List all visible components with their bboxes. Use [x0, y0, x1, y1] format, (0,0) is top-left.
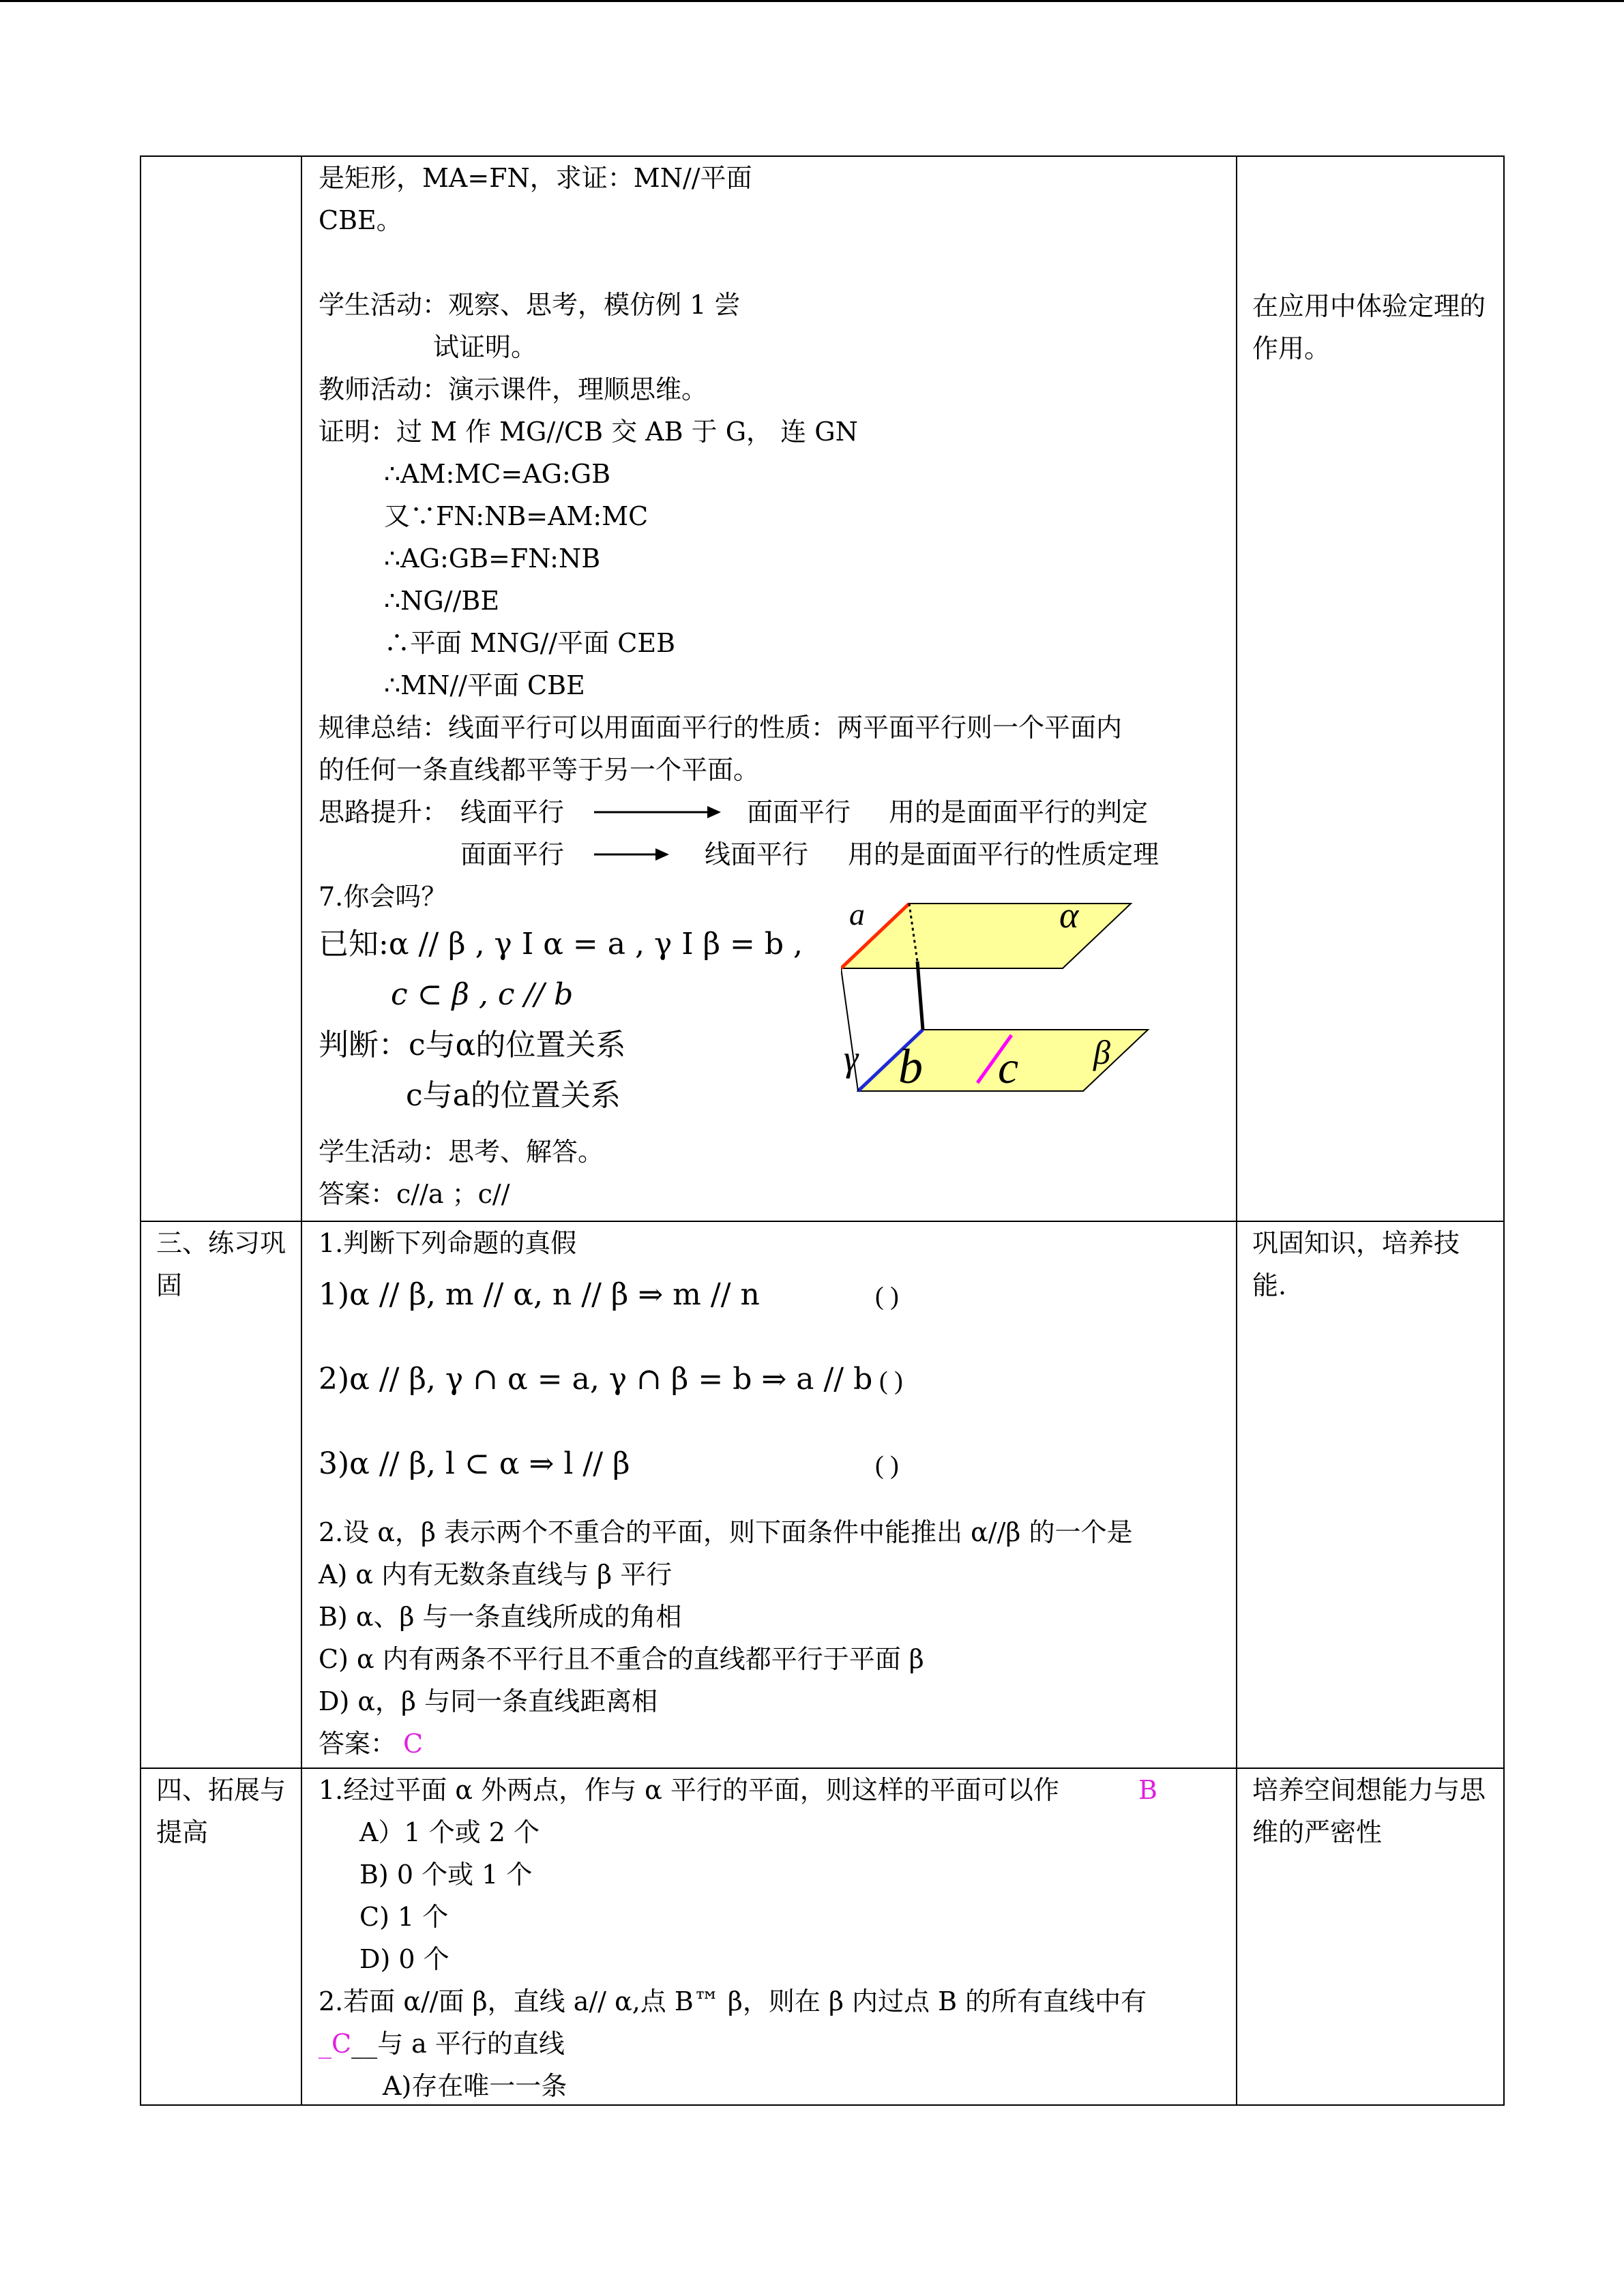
planes-figure [841, 900, 1168, 1132]
stage-label: 四、拓展与提高 [156, 1775, 286, 1847]
question-2: 2.设 α，β 表示两个不重合的平面，则下面条件中能推出 α//β 的一个是 [319, 1517, 1133, 1547]
option-c: C) α 内有两条不平行且不重合的直线都平行于平面 β [319, 1644, 924, 1674]
text-line: 规律总结：线面平行可以用面面平行的性质：两平面平行则一个平面内 [319, 713, 1123, 743]
text-line: ∴MN//平面 CBE [384, 670, 585, 700]
q7-given-2: c ⊂ β , c // b [391, 977, 574, 1012]
table-row-extension [141, 1768, 1504, 2105]
ext-q2-option-a: A)存在唯一一条 [383, 2071, 567, 2101]
answer-paren-1: ( ) [875, 1282, 899, 1311]
stage-label: 三、练习巩固 [156, 1228, 286, 1300]
activity-text: 学生活动：思考、解答。 [319, 1137, 604, 1167]
answer-label: 答案： [319, 1729, 397, 1759]
label-b: b [898, 1039, 923, 1094]
content-cell-practice [301, 1221, 1237, 1768]
content-cell-example [301, 156, 1237, 1221]
proposition-2: 2)α // β, γ ∩ α = a, γ ∩ β = b ⇒ a // b [319, 1362, 873, 1397]
option-a: A) α 内有无数条直线与 β 平行 [319, 1560, 673, 1590]
purpose-note: 在应用中体验定理的作用。 [1252, 291, 1486, 363]
text-line: ∴AG:GB=FN:NB [384, 543, 601, 573]
ext-question-2-tail [319, 2027, 565, 2061]
arrow-right-icon [594, 846, 669, 863]
stage-cell-extension [141, 1768, 301, 2105]
q7-judge-2: c与a的位置关系 [406, 1078, 621, 1113]
blank-post: __ [351, 2029, 378, 2059]
table-row-practice [141, 1221, 1504, 1768]
q7-title: 7.你会吗？ [319, 882, 447, 912]
text-line: 学生活动：观察、思考，模仿例 1 尝 [319, 290, 741, 320]
option-d: D) α，β 与同一条直线距离相 [319, 1686, 658, 1716]
text-line: 的任何一条直线都平等于另一个平面。 [319, 755, 760, 785]
idea-label: 思路提升： [319, 797, 449, 827]
label-beta: β [1093, 1033, 1110, 1071]
ext-question-2: 2.若面 α//面 β，直线 a// α,点 B™ β，则在 β 内过点 B 的所有直线中有 [319, 1986, 1147, 2016]
proposition-1: 1)α // β, m // α, n // β ⇒ m // n [319, 1277, 760, 1312]
idea1-to: 面面平行 [747, 797, 851, 827]
ext-option-a: A）1 个或 2 个 [359, 1817, 540, 1847]
purpose-note: 培养空间想能力与思维的严密性 [1252, 1775, 1486, 1847]
label-alpha: α [1059, 900, 1079, 936]
text-line: 教师活动：演示课件，理顺思维。 [319, 374, 708, 404]
question-1: 1.判断下列命题的真假 [319, 1228, 577, 1258]
stage-cell-empty [141, 156, 301, 1221]
ext-option-d: D) 0 个 [359, 1944, 449, 1974]
text-line: 又∵FN:NB=AM:MC [384, 501, 649, 531]
idea1-from: 线面平行 [460, 797, 565, 827]
answer-paren-2: ( ) [879, 1367, 903, 1395]
ext-answer-1: B [1138, 1775, 1157, 1805]
content-cell-extension [301, 1768, 1237, 2105]
answer-value: C [403, 1729, 424, 1759]
idea2-from: 面面平行 [460, 839, 565, 869]
ext-option-c: C) 1 个 [359, 1902, 449, 1932]
top-border-line [0, 0, 1624, 2]
idea2-to: 线面平行 [705, 839, 809, 869]
text-line: 试证明。 [433, 332, 537, 362]
lesson-table [140, 155, 1505, 2106]
text-line: ∴平面 MNG//平面 CEB [384, 628, 676, 658]
gamma-edge [917, 961, 923, 1030]
plane-alpha [841, 904, 1131, 968]
text-line: ∴NG//BE [384, 586, 500, 616]
label-gamma: γ [844, 1038, 859, 1079]
tail-text: 与 a 平行的直线 [377, 2029, 565, 2059]
blank-pre: _ [319, 2029, 331, 2059]
stage-cell-practice [141, 1221, 301, 1768]
label-a: a [849, 900, 865, 931]
purpose-cell-practice [1237, 1221, 1504, 1768]
table-row-example [141, 156, 1504, 1221]
answer-text: 答案：c//a ；c// [319, 1179, 510, 1209]
idea2-note: 用的是面面平行的性质定理 [848, 839, 1160, 869]
text-line: 证明：过 M 作 MG//CB 交 AB 于 G， 连 GN [319, 417, 858, 447]
purpose-cell-extension [1237, 1768, 1504, 2105]
text-line: CBE。 [319, 205, 402, 235]
q7-given: 已知:α // β , γ I α = a , γ I β = b , [319, 927, 803, 961]
proposition-3: 3)α // β, l ⊂ α ⇒ l // β [319, 1446, 630, 1481]
ext-question-1: 1.经过平面 α 外两点，作与 α 平行的平面，则这样的平面可以作 [319, 1775, 1059, 1805]
idea1-note: 用的是面面平行的判定 [889, 797, 1149, 827]
option-b: B) α、β 与一条直线所成的角相 [319, 1602, 682, 1632]
purpose-cell-example [1237, 156, 1504, 1221]
arrow-right-icon [594, 803, 721, 821]
label-c: c [998, 1041, 1019, 1093]
text-line: 是矩形，MA=FN，求证：MN//平面 [319, 163, 752, 193]
ext-option-b: B) 0 个或 1 个 [359, 1860, 533, 1890]
answer-paren-3: ( ) [875, 1451, 899, 1480]
text-line: ∴AM:MC=AG:GB [384, 459, 611, 489]
q7-judge: 判断：c与α的位置关系 [319, 1028, 626, 1062]
ext-answer-2: C [331, 2029, 352, 2059]
purpose-note: 巩固知识，培养技能. [1252, 1228, 1460, 1300]
